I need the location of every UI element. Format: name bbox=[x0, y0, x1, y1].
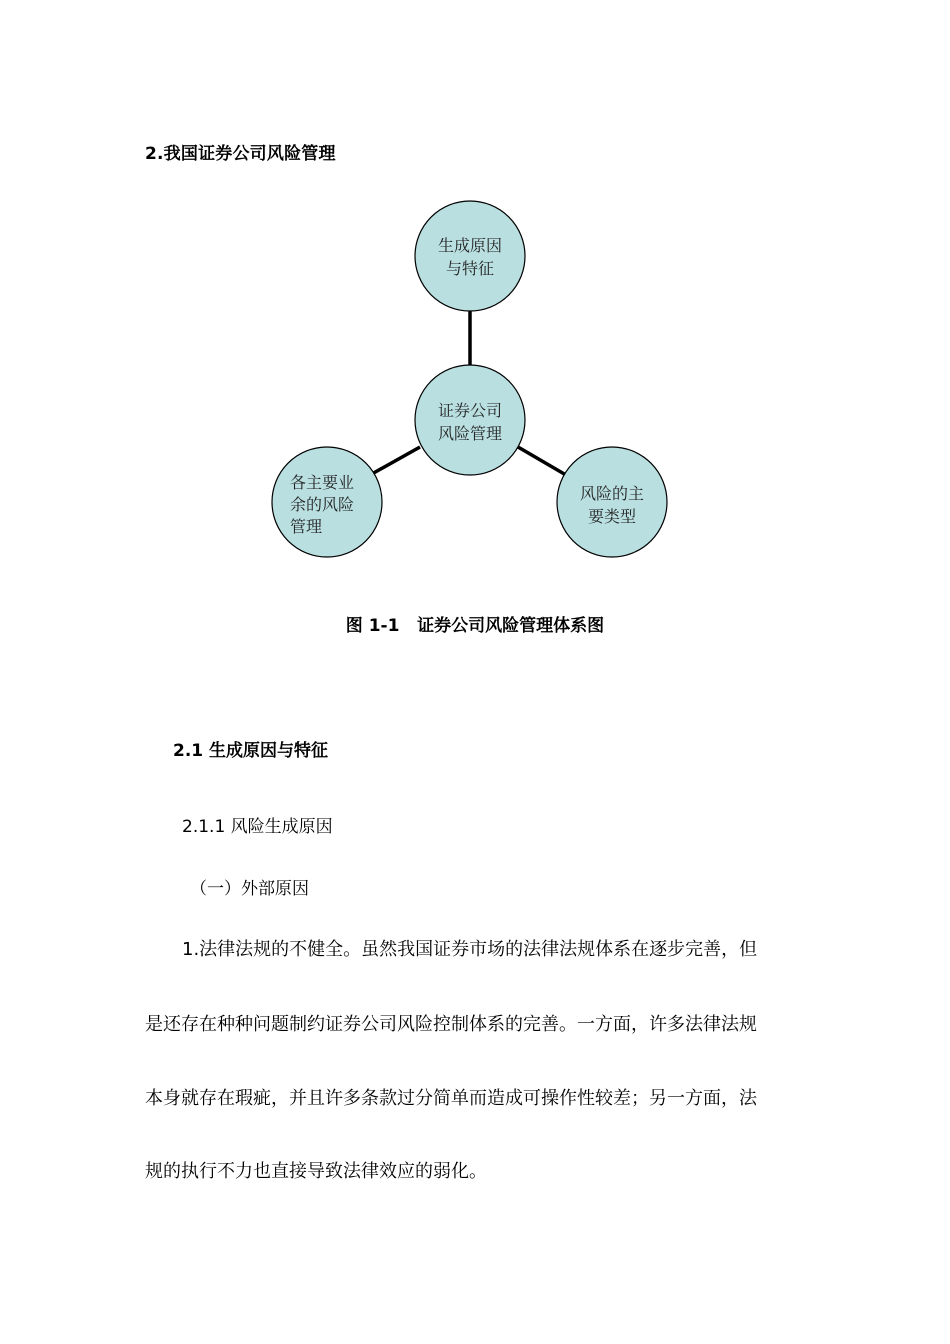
paragraph-line-2: 是还存在种种问题制约证券公司风险控制体系的完善。一方面，许多法律法规 bbox=[145, 1014, 757, 1035]
section-heading: 2.我国证券公司风险管理 bbox=[145, 144, 336, 164]
node-top-line-1: 生成原因 bbox=[437, 236, 503, 255]
paragraph-line-4: 规的执行不力也直接导致法律效应的弱化。 bbox=[145, 1161, 487, 1182]
node-right-line-1: 风险的主 bbox=[579, 484, 645, 503]
node-right-line-2: 要类型 bbox=[587, 507, 637, 526]
node-left bbox=[272, 447, 382, 557]
node-center bbox=[415, 365, 525, 475]
node-left-line-1: 各主要业 bbox=[290, 473, 355, 492]
subsubsection-title: （一）外部原因 bbox=[190, 879, 309, 899]
paragraph-line-3: 本身就存在瑕疵，并且许多条款过分简单而造成可操作性较差；另一方面，法 bbox=[145, 1088, 757, 1109]
node-top bbox=[415, 201, 525, 311]
connector-left bbox=[370, 447, 420, 475]
node-center-line-1: 证券公司 bbox=[437, 401, 503, 420]
subsection-title: 2.1.1 风险生成原因 bbox=[182, 817, 333, 837]
risk-management-diagram bbox=[0, 190, 950, 570]
paragraph-line-1: 1.法律法规的不健全。虽然我国证券市场的法律法规体系在逐步完善，但 bbox=[182, 939, 758, 960]
node-right bbox=[557, 447, 667, 557]
node-center-line-2: 风险管理 bbox=[437, 424, 503, 443]
node-top-line-2: 与特征 bbox=[445, 259, 495, 278]
node-left-line-2: 余的风险 bbox=[290, 495, 355, 514]
section-title: 2.1 生成原因与特征 bbox=[173, 741, 329, 761]
node-left-line-3: 管理 bbox=[290, 517, 323, 536]
figure-caption: 图 1-1 证券公司风险管理体系图 bbox=[345, 616, 605, 636]
connector-right bbox=[518, 447, 566, 475]
